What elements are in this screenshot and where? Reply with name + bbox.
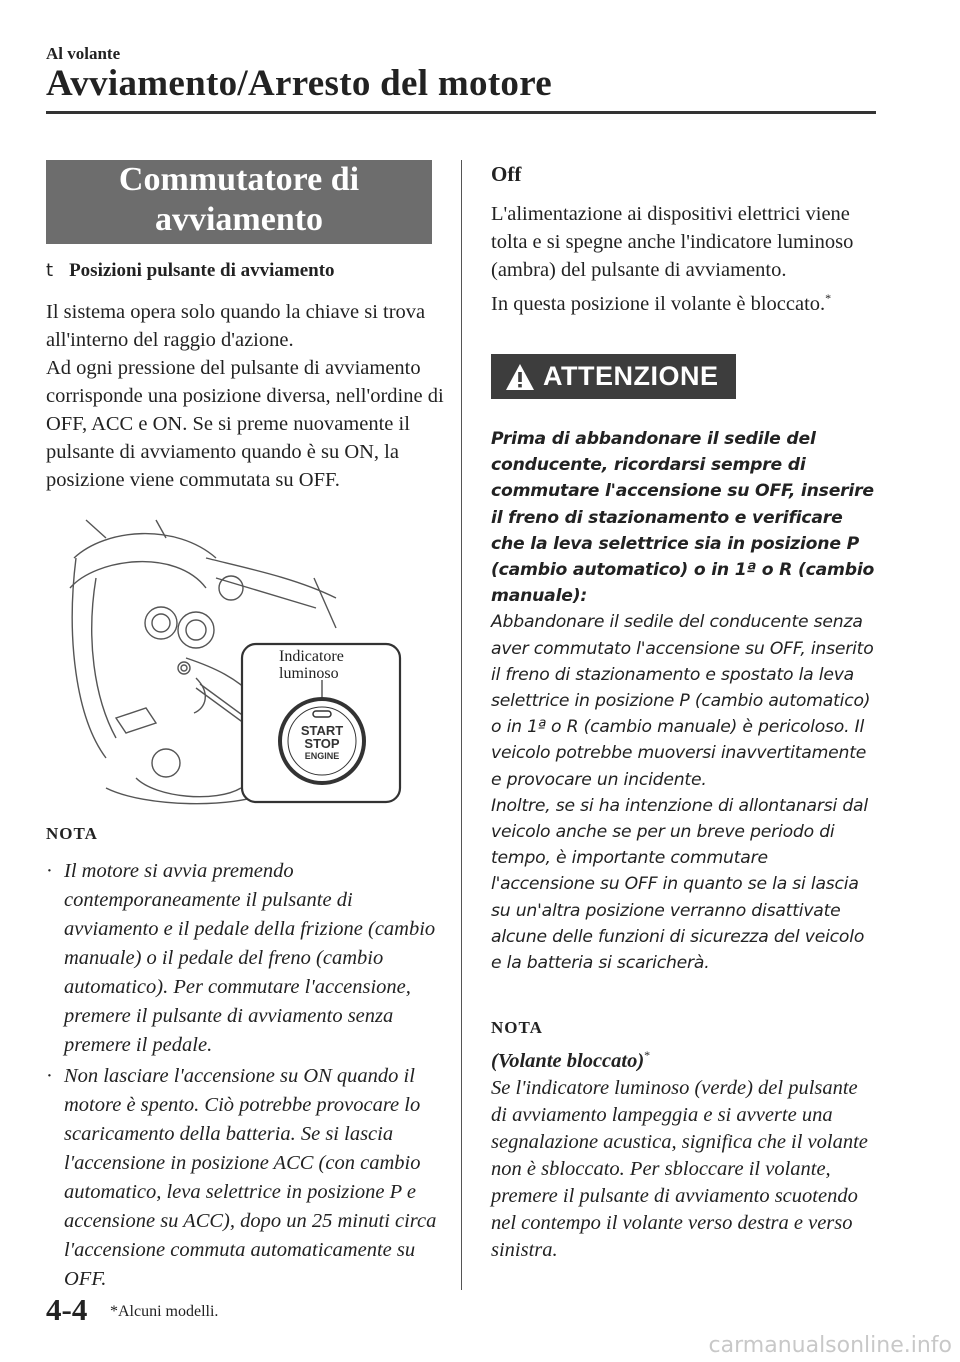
off-paragraph-2: In questa posizione il volante è bloccato.*: [491, 291, 832, 315]
subheading: [46, 260, 335, 282]
intro-text: [46, 298, 446, 494]
subheading-marker-icon: t: [46, 260, 54, 281]
start-stop-button-label: [288, 724, 356, 763]
button-line-1: START: [300, 723, 344, 738]
warning-paragraph-1: Abbandonare il sedile del conducente senza aver commutato l'accensione su OFF, inserito il freno di stazionamento e spostato la leva selettrice in posizione P (cambio automatico) o in 1ª o R (cambio manuale) è pericoloso. Il veicolo potrebbe muoversi inavvertitamente e provocare un incidente.: [491, 612, 874, 790]
bullet-icon: ·: [46, 860, 53, 882]
callout-line-1: Indicatore: [279, 648, 344, 665]
button-line-2: STOP: [304, 736, 340, 751]
note-text: Non lasciare l'accensione su ON quando il motore è spento. Ciò potrebbe provocare lo scaricamento della batteria. Se si lascia l'accensione in posizione ACC (con cambio automatico, leva selettrice in posizione P e accensione su ACC), dopo un 25 minuti circa l'accensione commuta automaticamente su OFF.: [64, 1065, 437, 1290]
list-item: [46, 1062, 442, 1294]
asterisk-mark: *: [825, 291, 832, 305]
list-item: [46, 857, 442, 1060]
off-description: [491, 200, 871, 318]
nota2-text: Se l'indicatore luminoso (verde) del pulsante di avviamento lampeggia e si avverte una segnalazione acustica, significa che il volante non è sbloccato. Per sbloccare il volante, premere il pulsante di avviamento scuotendo nel contempo il volante verso destra e verso sinistra.: [491, 1076, 868, 1261]
section-label: Al volante: [46, 44, 121, 63]
callout-line-2: luminoso: [279, 665, 339, 682]
watermark: carmanualsonline.info: [708, 1333, 952, 1358]
warning-header: [491, 354, 736, 399]
warning-bold-text: Prima di abbandonare il sedile del conducente, ricordarsi sempre di commutare l'accensione su OFF, inserire il freno di stazionamento e verificare che la leva selettrice sia in posizione P (cambio automatico) o in 1ª o R (cambio manuale):: [491, 429, 875, 607]
off-heading: Off: [491, 162, 522, 186]
dashboard-illustration: [66, 518, 406, 808]
button-line-3: ENGINE: [304, 751, 340, 761]
warning-triangle-icon: [505, 363, 535, 391]
warning-paragraph-2: Inoltre, se si ha intenzione di allontanarsi dal veicolo anche se per un breve periodo di tempo, è importante commutare l'accensione su OFF in quanto se la si lascia su un'altra posizione verranno disattivate alcune delle funzioni di sicurezza del veicolo e la batteria si scaricherà.: [491, 795, 868, 974]
subheading-text: Posizioni pulsante di avviamento: [69, 260, 335, 281]
note-text: Il motore si avvia premendo contemporaneamente il pulsante di avviamento e il pedale della frizione (cambio manuale) o il pedale del freno (cambio automatico). Per commutare l'accensione, premere il pulsante di avviamento senza premere il pedale.: [64, 860, 436, 1056]
footnote: *Alcuni modelli.: [110, 1303, 219, 1320]
intro-paragraph-1: Il sistema opera solo quando la chiave si trova all'interno del raggio d'azione.: [46, 301, 426, 351]
note-list: [46, 857, 442, 1294]
nota-volante-bloccato: [491, 1042, 876, 1264]
intro-paragraph-2: Ad ogni pressione del pulsante di avviamento corrisponde una posizione diversa, nell'ordine di OFF, ACC e ON. Se si preme nuovamente il pulsante di avviamento quando è su ON, la posizione viene commutata su OFF.: [46, 357, 444, 491]
figure-callout-label: [279, 648, 344, 682]
section-banner: [46, 160, 432, 244]
asterisk-mark: *: [644, 1048, 651, 1062]
bullet-icon: ·: [46, 1065, 53, 1087]
warning-text: [491, 426, 876, 976]
banner-line-1: Commutatore di: [118, 161, 360, 198]
nota2-title: (Volante bloccato)*: [491, 1048, 651, 1072]
start-button-illustration: [66, 518, 406, 813]
page-number: 4-4: [46, 1292, 88, 1327]
column-divider: [461, 160, 462, 1290]
banner-line-2: avviamento: [154, 201, 324, 238]
title-rule: [46, 111, 876, 114]
nota-label-left: NOTA: [46, 824, 98, 843]
nota-label-right: NOTA: [491, 1018, 543, 1037]
warning-label: ATTENZIONE: [543, 361, 719, 391]
off-paragraph-1: L'alimentazione ai dispositivi elettrici viene tolta e si spegne anche l'indicatore luminoso (ambra) del pulsante di avviamento.: [491, 203, 854, 281]
page-title: Avviamento/Arresto del motore: [46, 63, 553, 104]
